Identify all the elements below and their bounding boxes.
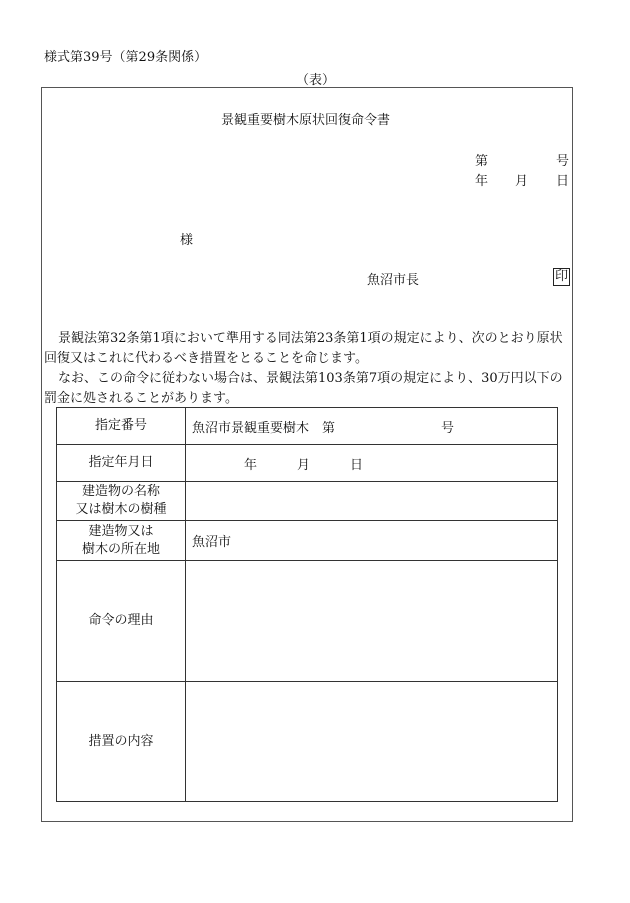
location-label	[57, 521, 186, 561]
designation-number-suffix: 号	[441, 420, 455, 436]
issuer: 魚沼市長	[367, 273, 420, 288]
reason-label: 命令の理由	[57, 561, 186, 682]
designation-date-month: 月	[297, 457, 311, 473]
name-label	[57, 482, 186, 521]
name-label-line1: 建造物の名称	[81, 484, 160, 499]
designation-date-year: 年	[244, 457, 258, 473]
designation-date-value	[186, 445, 558, 482]
form-number: 様式第39号（第29条関係）	[44, 50, 208, 65]
date-month: 月	[515, 174, 529, 189]
paragraph-penalty: なお、この命令に従わない場合は、景観法第103条第7項の規定により、30万円以下の罰金に処されることがあります。	[44, 371, 563, 406]
measures-label: 措置の内容	[57, 682, 186, 802]
date-year: 年	[475, 174, 489, 189]
designation-number-prefix: 魚沼市景観重要樹木 第	[192, 420, 336, 436]
designation-number-label: 指定番号	[57, 408, 186, 445]
date-day: 日	[556, 174, 570, 189]
designation-date-label: 指定年月日	[57, 445, 186, 482]
table-row	[57, 561, 558, 682]
table-row	[57, 682, 558, 802]
addressee-suffix: 様	[180, 233, 194, 248]
table-row	[57, 521, 558, 561]
order-table	[56, 407, 558, 802]
table-row	[57, 482, 558, 521]
seal-mark: 印	[555, 269, 569, 284]
location-label-line1: 建造物又は	[88, 523, 154, 539]
location-label-line2: 樹木の所在地	[81, 541, 160, 557]
location-value: 魚沼市	[186, 521, 558, 561]
paragraph-order: 景観法第32条第1項において準用する同法第23条第1項の規定により、次のとおり原状回復又はこれに代わるべき措置をとることを命じます。	[44, 331, 563, 366]
reason-value	[186, 561, 558, 682]
designation-number-value	[186, 408, 558, 445]
side-label: （表）	[296, 73, 336, 88]
table-row	[57, 445, 558, 482]
designation-date-day: 日	[350, 457, 364, 473]
number-dai: 第	[475, 154, 489, 169]
name-value	[186, 482, 558, 521]
name-label-line2: 又は樹木の樹種	[75, 502, 167, 517]
document-title: 景観重要樹木原状回復命令書	[221, 113, 391, 128]
table-row	[57, 408, 558, 445]
number-go: 号	[556, 154, 570, 169]
measures-value	[186, 682, 558, 802]
